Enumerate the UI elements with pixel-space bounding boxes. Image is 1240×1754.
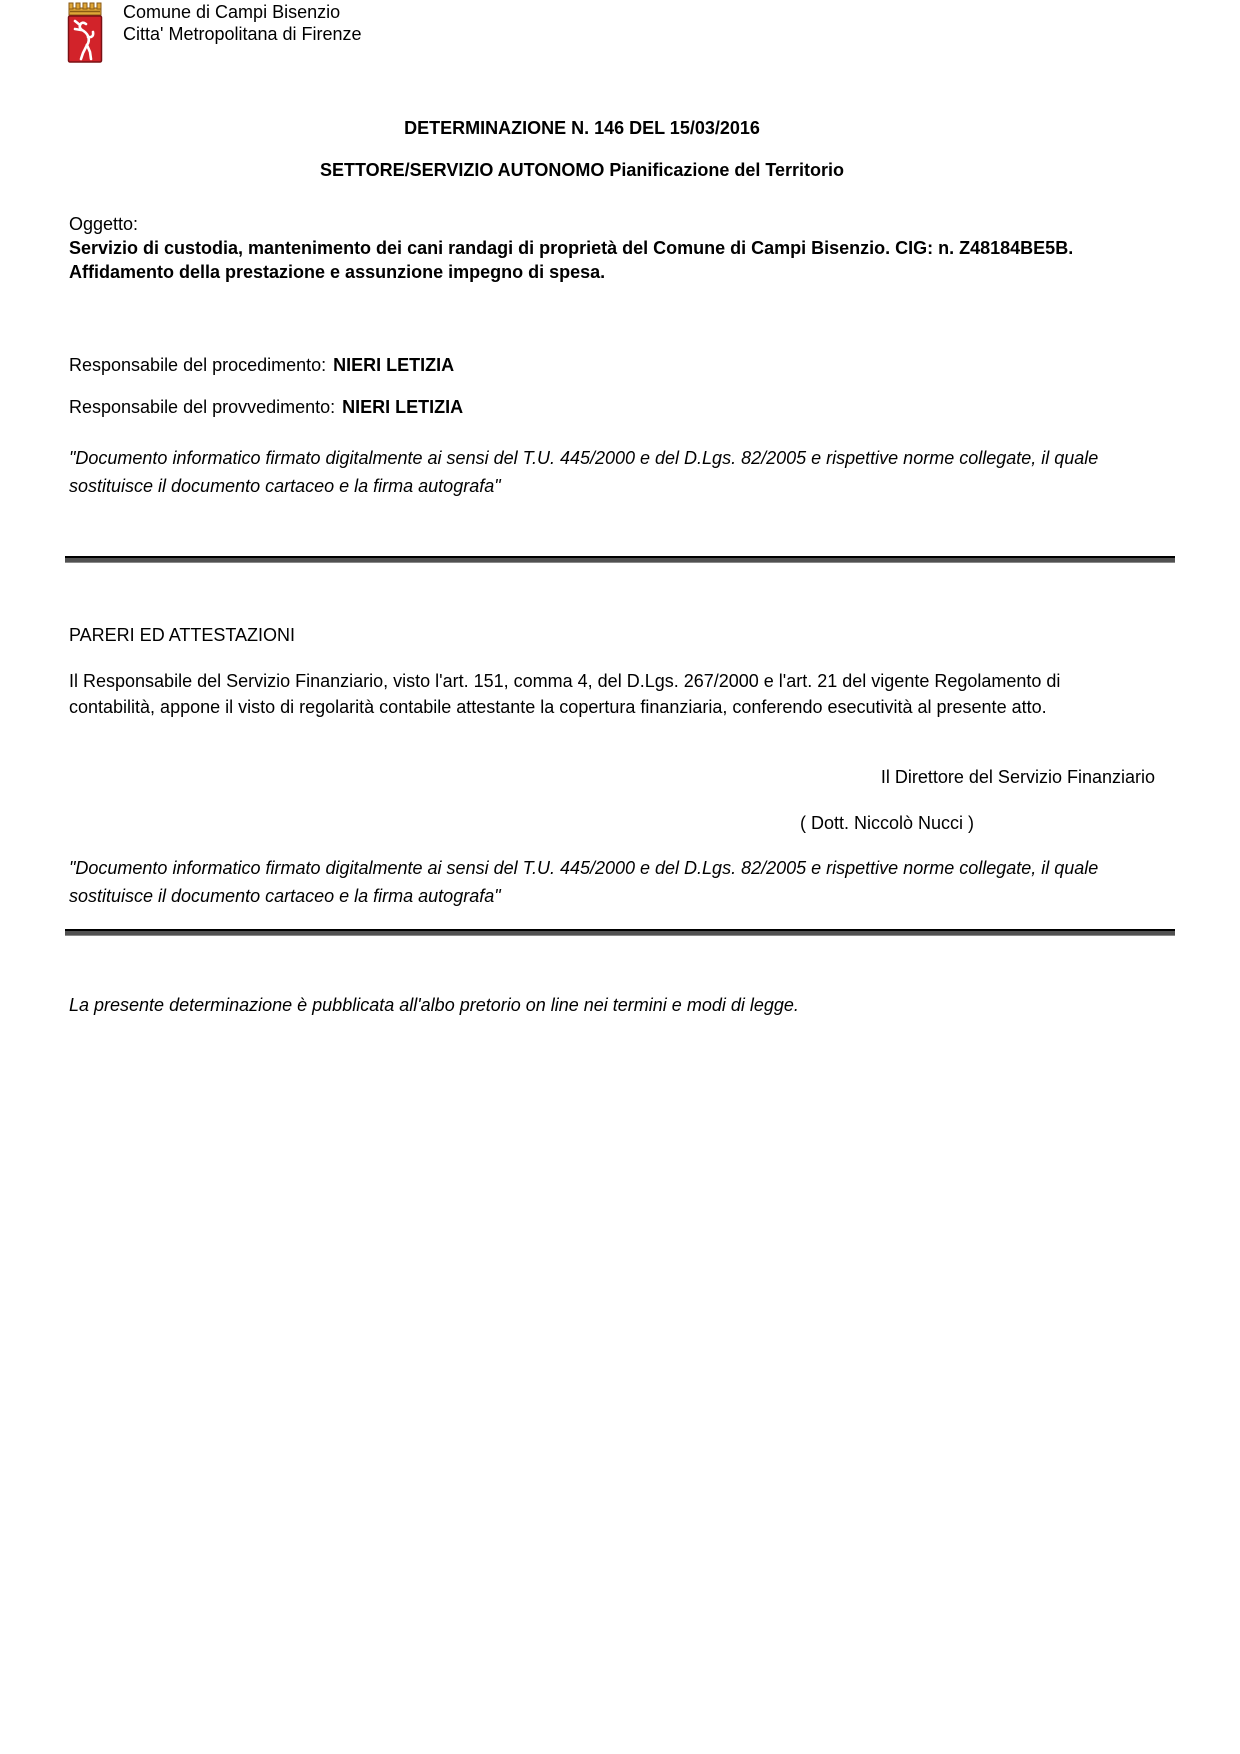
responsabile-procedimento: [69, 354, 454, 376]
crown-icon: [69, 3, 101, 15]
responsabile-procedimento-label: Responsabile del procedimento:: [69, 355, 327, 375]
section-divider: [65, 556, 1175, 563]
responsabile-provvedimento-name: NIERI LETIZIA: [342, 397, 464, 417]
org-name-line2: Citta' Metropolitana di Firenze: [123, 24, 362, 44]
responsabile-provvedimento: [69, 396, 463, 418]
responsabile-procedimento-name: NIERI LETIZIA: [333, 355, 455, 375]
pareri-heading: PARERI ED ATTESTAZIONI: [69, 625, 296, 645]
pareri-body: Il Responsabile del Servizio Finanziario, visto l'art. 151, comma 4, del D.Lgs. 267/2000 e l'art. 21 del vigente Regolamento di contabilità, appone il visto di regolarità contabile attestante la copertura finanziaria, conferendo esecutività al presente atto.: [69, 671, 1061, 717]
signatory-role: Il Direttore del Servizio Finanziario: [880, 767, 1155, 787]
document-subtitle: SETTORE/SERVIZIO AUTONOMO Pianificazione del Territorio: [319, 160, 845, 180]
org-name: [123, 1, 362, 45]
oggetto-label: Oggetto:: [69, 214, 139, 234]
responsabile-provvedimento-label: Responsabile del provvedimento:: [69, 397, 336, 417]
signatory-name: ( Dott. Niccolò Nucci ): [800, 813, 975, 833]
digital-signature-note: "Documento informatico firmato digitalmente ai sensi del T.U. 445/2000 e del D.Lgs. 82/2005 e rispettive norme collegate, il quale sostituisce il documento cartaceo e la firma autografa": [69, 858, 1099, 906]
org-name-line1: Comune di Campi Bisenzio: [123, 2, 341, 22]
section-divider: [65, 929, 1175, 936]
publication-note: La presente determinazione è pubblicata all'albo pretorio on line nei termini e modi di legge.: [69, 995, 799, 1015]
digital-signature-note: "Documento informatico firmato digitalmente ai sensi del T.U. 445/2000 e del D.Lgs. 82/2005 e rispettive norme collegate, il quale sostituisce il documento cartaceo e la firma autografa": [69, 448, 1099, 496]
coat-of-arms-icon: [65, 2, 105, 63]
document-title: DETERMINAZIONE N. 146 DEL 15/03/2016: [404, 118, 760, 138]
oggetto-text: Servizio di custodia, mantenimento dei cani randagi di proprietà del Comune di Campi Bisenzio. CIG: n. Z48184BE5B. Affidamento della prestazione e assunzione impegno di spesa.: [69, 238, 1074, 282]
